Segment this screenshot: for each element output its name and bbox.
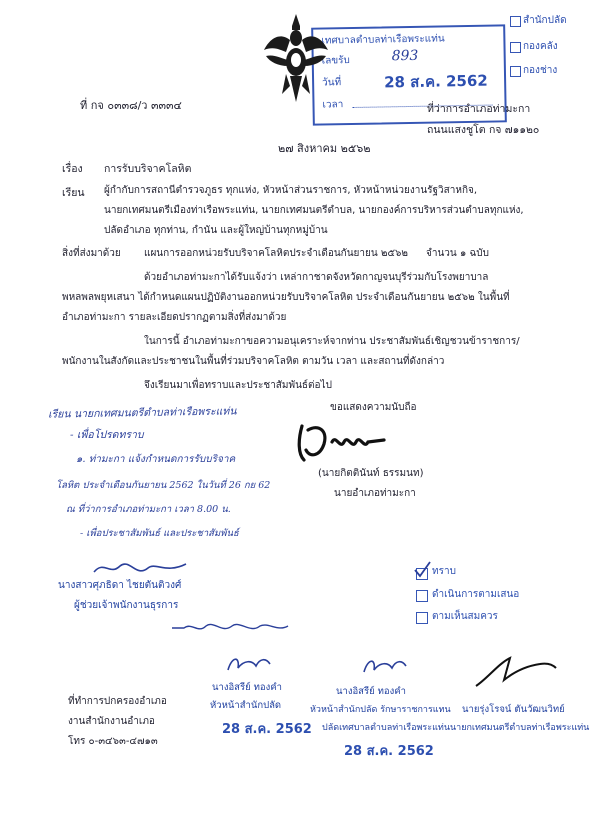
checklist-box-2[interactable] xyxy=(416,590,428,602)
note-line5: ณ ที่ว่าการอำเภอท่ามะกา เวลา 8.00 น. xyxy=(66,504,231,515)
body-p3: จึงเรียนมาเพื่อทราบและประชาสัมพันธ์ต่อไป xyxy=(144,380,332,391)
assistant-name: นางสาวศุภธิดา ไชยตันติวงศ์ xyxy=(58,580,182,591)
stamp-label-date: วันที่ xyxy=(322,77,342,89)
signer-title: นายอำเภอท่ามะกา xyxy=(334,488,416,499)
garuda-emblem-icon xyxy=(262,10,330,106)
checklist-label-3: ตามเห็นสมควร xyxy=(432,611,498,622)
addressee-label: เรียน xyxy=(62,187,85,199)
sig1-date: 28 ส.ค. 2562 xyxy=(222,722,312,737)
stamp-line-org: เทศบาลตำบลท่าเรือพระแท่น xyxy=(321,33,445,47)
note-line6: - เพื่อประชาสัมพันธ์ และประชาสัมพันธ์ xyxy=(80,528,239,539)
checklist-label-2: ดำเนินการตามเสนอ xyxy=(432,589,520,600)
stamp-value-number: 893 xyxy=(391,47,419,65)
enclosure-text: แผนการออกหน่วยรับบริจาคโลหิตประจำเดือนกันยายน ๒๕๖๒ xyxy=(144,248,408,259)
assistant-signature xyxy=(90,556,190,580)
sig3-title: นายกเทศมนตรีตำบลท่าเรือพระแท่น xyxy=(450,723,590,733)
body-p2-line1: ในการนี้ อำเภอท่ามะกาขอความอนุเคราะห์จากท่าน ประชาสัมพันธ์เชิญชวนข้าราชการ/ xyxy=(144,336,520,347)
body-p2-line2: พนักงานในสังกัดและประชาชนในพื้นที่ร่วมบริจาคโลหิต ตามวัน เวลา และสถานที่ดังกล่าว xyxy=(62,356,445,367)
sig3-name: นายรุ่งโรจน์ ตันวัฒนวิทย์ xyxy=(462,704,565,715)
addressee-line3: ปลัดอำเภอ ทุกท่าน, กำนัน และผู้ใหญ่บ้านทุกหมู่บ้าน xyxy=(104,225,328,236)
note-line3: ๑. ท่ามะกา แจ้งกำหนดการรับบริจาค xyxy=(76,454,236,465)
routing-label-2: กองคลัง xyxy=(523,41,558,52)
checklist-box-3[interactable] xyxy=(416,612,428,624)
sig2-title: หัวหน้าสำนักปลัด รักษาราชการแทน xyxy=(310,705,451,715)
sig1-title: หัวหน้าสำนักปลัด xyxy=(210,700,282,711)
sig1-name: นางอิสรีย์ ทองคำ xyxy=(212,682,282,693)
signer-name: (นายกิตตินันท์ ธรรมนท) xyxy=(318,468,424,479)
footer-phone: โทร ๐-๓๔๖๓-๔๗๑๓ xyxy=(68,736,158,747)
subject-text: การรับบริจาคโลหิต xyxy=(104,163,192,175)
enclosure-label: สิ่งที่ส่งมาด้วย xyxy=(62,248,121,259)
sig2-signature xyxy=(360,654,410,680)
assistant-title: ผู้ช่วยเจ้าพนักงานธุรการ xyxy=(74,600,179,611)
stamp-label-time: เวลา xyxy=(322,99,344,111)
sig3-signature xyxy=(470,650,560,694)
stamp-value-date: 28 ส.ค. 2562 xyxy=(383,71,488,92)
letter-date: ๒๗ สิงหาคม ๒๕๖๒ xyxy=(278,142,371,155)
routing-box-3[interactable] xyxy=(510,66,521,77)
note-line4: โลหิต ประจำเดือนกันยายน 2562 ในวันที่ 26 กย 62 xyxy=(56,480,271,491)
addressee-line1: ผู้กำกับการสถานีตำรวจภูธร ทุกแห่ง, หัวหน้าส่วนราชการ, หัวหน้าหน่วยงานรัฐวิสาหกิจ, xyxy=(104,185,478,196)
sig1-signature xyxy=(224,652,274,678)
addressee-line2: นายกเทศมนตรีเมืองท่าเรือพระแท่น, นายกเทศมนตรีตำบล, นายกองค์การบริหารส่วนตำบลทุกแห่ง, xyxy=(104,205,524,216)
checkmark-icon xyxy=(412,560,432,580)
body-p1-line3: อำเภอท่ามะกา รายละเอียดปรากฏตามสิ่งที่ส่งมาด้วย xyxy=(62,312,287,323)
footer-office-line2: งานสำนักงานอำเภอ xyxy=(68,716,155,727)
subject-label: เรื่อง xyxy=(62,163,83,175)
stamp-label-number: เลขรับ xyxy=(321,55,350,67)
sig2-title2: ปลัดเทศบาลตำบลท่าเรือพระแท่น xyxy=(322,723,450,733)
routing-box-1[interactable] xyxy=(510,16,521,27)
sig2-date: 28 ส.ค. 2562 xyxy=(344,744,434,759)
enclosure-count: จำนวน ๑ ฉบับ xyxy=(426,248,489,259)
official-signature xyxy=(288,420,388,464)
checklist-label-1: ทราบ xyxy=(432,566,456,577)
body-p1-line2: พหลพลพยุหเสนา ได้กำหนดแผนปฏิบัติงานออกหน่วยรับบริจาคโลหิต ประจำเดือนกันยายน ๒๕๖๒ ในพื้นที่ xyxy=(62,292,510,303)
body-p1-line1: ด้วยอำเภอท่ามะกาได้รับแจ้งว่า เหล่ากาชาดจังหวัดกาญจนบุรีร่วมกับโรงพยาบาล xyxy=(144,272,489,283)
footer-office-line1: ที่ทำการปกครองอำเภอ xyxy=(68,696,167,707)
closing-phrase: ขอแสดงความนับถือ xyxy=(330,402,417,413)
note-line2: - เพื่อโปรดทราบ xyxy=(70,429,144,441)
sig2-name: นางอิสรีย์ ทองคำ xyxy=(336,686,406,697)
routing-label-3: กองช่าง xyxy=(523,65,558,76)
office-address-line1: ที่ว่าการอำเภอท่ามะกา xyxy=(427,103,531,115)
office-address-line2: ถนนแสงชูโต กจ ๗๑๑๒๐ xyxy=(427,124,540,136)
scribble-mark xyxy=(170,620,290,636)
routing-box-2[interactable] xyxy=(510,42,521,53)
reference-number: ที่ กจ ๐๓๓๘/ว ๓๓๓๔ xyxy=(80,99,182,112)
note-line1: เรียน นายกเทศมนตรีตำบลท่าเรือพระแท่น xyxy=(47,405,237,421)
routing-label-1: สำนักปลัด xyxy=(523,15,567,26)
